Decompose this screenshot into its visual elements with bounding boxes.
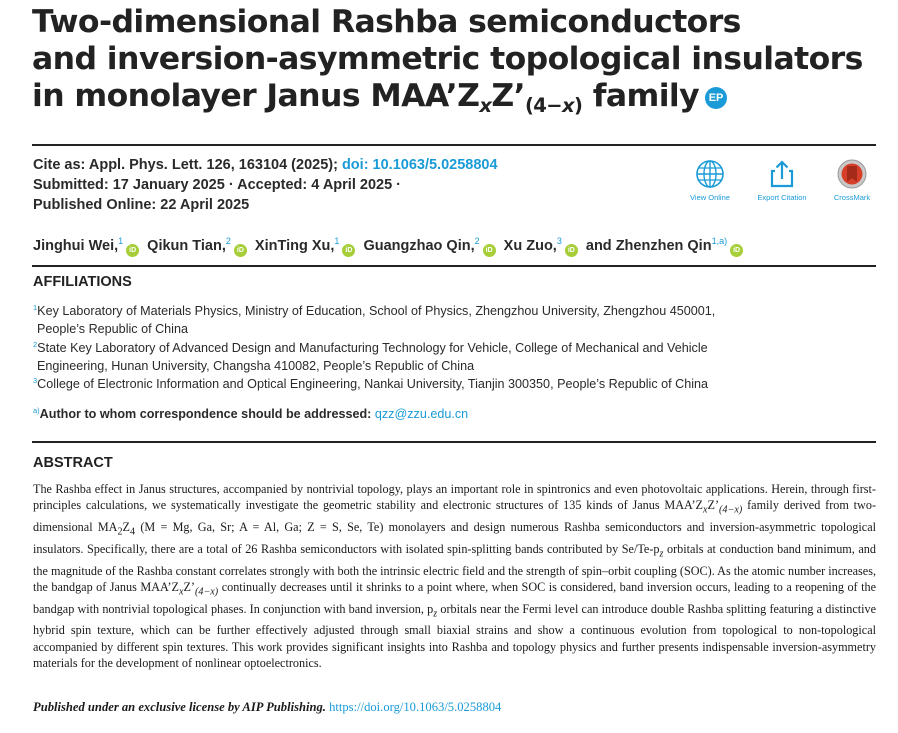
author-name[interactable]: Guangzhao Qin, (363, 238, 475, 254)
orcid-icon[interactable]: iD (126, 244, 139, 257)
export-icon (766, 158, 798, 190)
affiliation-3: $^3$College of Electronic Information and Optical Engineering, Nankai University, Tianjin 300350, People’s Republic of China (33, 376, 709, 391)
author-name[interactable]: Jinghui Wei, (33, 238, 119, 254)
crossmark-icon (836, 158, 868, 190)
affiliations-heading: AFFILIATIONS (33, 274, 132, 290)
orcid-icon[interactable]: iD (730, 244, 743, 257)
license-doi-link[interactable]: https://doi.org/10.1063/5.0258804 (329, 700, 502, 714)
cite-line: Cite as: Appl. Phys. Lett. 126, 163104 (2025); doi: 10.1063/5.0258804 (33, 157, 498, 173)
doi-link[interactable]: doi: 10.1063/5.0258804 (341, 157, 498, 173)
crossmark-label: CrossMark (833, 193, 871, 202)
affiliation-1: $^1$Key Laboratory of Materials Physics, Ministry of Education, School of Physics, Zhengzhou University, Zhengzhou 450001, People’s Republic of China (33, 303, 716, 336)
author-name[interactable]: Qikun Tian, (147, 238, 226, 254)
crossmark-button[interactable] (822, 158, 882, 202)
orcid-icon[interactable]: iD (565, 244, 578, 257)
title-line-3: in monolayer Janus $MAA’Z_xZ’_{(4-x)}$ family (32, 78, 700, 117)
export-citation-label: Export Citation (757, 193, 807, 202)
author-name[interactable]: and Zhenzhen Qin (585, 238, 712, 254)
license-line: Published under an exclusive license by AIP Publishing. https://doi.org/10.1063/5.0258804 (33, 700, 502, 714)
title-line-1: Two-dimensional Rashba semiconductors (32, 4, 741, 40)
author-name[interactable]: Xu Zuo, (503, 238, 557, 254)
globe-icon (694, 158, 726, 190)
submitted-line: Submitted: 17 January 2025 · Accepted: 4 April 2025 · (33, 177, 402, 193)
correspondence-line: $^{a)}$Author to whom correspondence should be addressed: qzz@zzu.edu.cn (33, 406, 469, 421)
export-citation-button[interactable] (752, 158, 812, 202)
article-title (32, 4, 872, 115)
abstract-text: The Rashba effect in Janus structures, accompanied by nontrivial topology, plays an important role in spintronics and even photovoltaic applications. Herein, through first-principles calculations, we systematically investigate the geometric stability and electronic structures of 135 kinds of Janus $MAA’Z_xZ’_{(4-x)}$ family derived from two-dimensional $MA_2Z_4$ (M = Mg, Ga, Sr; A = Al, Ga; Z = S, Se, Te) monolayers and design numerous Rashba semiconductors and inversion-asymmetric topological insulators. Specifically, there are a total of 26 Rashba semiconductors with isolated spin-splitting bands contributed by $Se/Te-p_z$ orbitals at conduction band minimum, and the magnitude of the Rashba constant correlates strongly with both the intrinsic electric field and the strength of spin–orbit coupling (SOC). As the atomic number increases, the bandgap of Janus $MAA’Z_xZ’_{(4-x)}$ continually decreases until it shrinks to a point where, when SOC is considered, band inversion occurs, leading to a reopening of the bandgap with nontrivial topological phases. In conjunction with band inversion, $p_z$ orbitals near the Fermi level can introduce double Rashba splitting featuring a distinctive hybrid spin texture, which can be further effectively adjusted through small biaxial strains and show a continuous evolution from topological to non-topological accompanied by different spin textures. This work provides significant insights into Rashba and topology physics and further presents indispensable inversion-asymmetry materials for the development of nonlinear optoelectronics. (33, 482, 877, 670)
author-name[interactable]: XinTing Xu, (254, 238, 335, 254)
abstract-heading: ABSTRACT (33, 455, 113, 471)
orcid-icon[interactable]: iD (483, 244, 496, 257)
correspondence-email-link[interactable]: qzz@zzu.edu.cn (374, 407, 469, 421)
orcid-icon[interactable]: iD (342, 244, 355, 257)
title-line-2: and inversion-asymmetric topological insulators (32, 41, 863, 77)
view-online-button[interactable] (680, 158, 740, 202)
view-online-label: View Online (690, 193, 730, 202)
author-list: Jinghui Wei,$^1$iD Qikun Tian,$^2$iD XinTing Xu,$^1$iD Guangzhao Qin,$^2$iD Xu Zuo,$^3$iD and Zhenzhen Qin$^{1,a)}$iD (33, 236, 747, 257)
abstract-rule (32, 441, 876, 443)
article-tools (680, 158, 880, 208)
authors-rule (32, 265, 876, 267)
published-line: Published Online: 22 April 2025 (33, 197, 250, 213)
title-rule (32, 144, 876, 146)
orcid-icon[interactable]: iD (234, 244, 247, 257)
citation-block (33, 155, 498, 215)
editors-pick-badge[interactable]: EP (705, 87, 727, 109)
affiliation-2: $^2$State Key Laboratory of Advanced Design and Manufacturing Technology for Vehicle, College of Mechanical and Vehicle Engineering, Hunan University, Changsha 410082, People’s Republic of China (33, 340, 708, 373)
